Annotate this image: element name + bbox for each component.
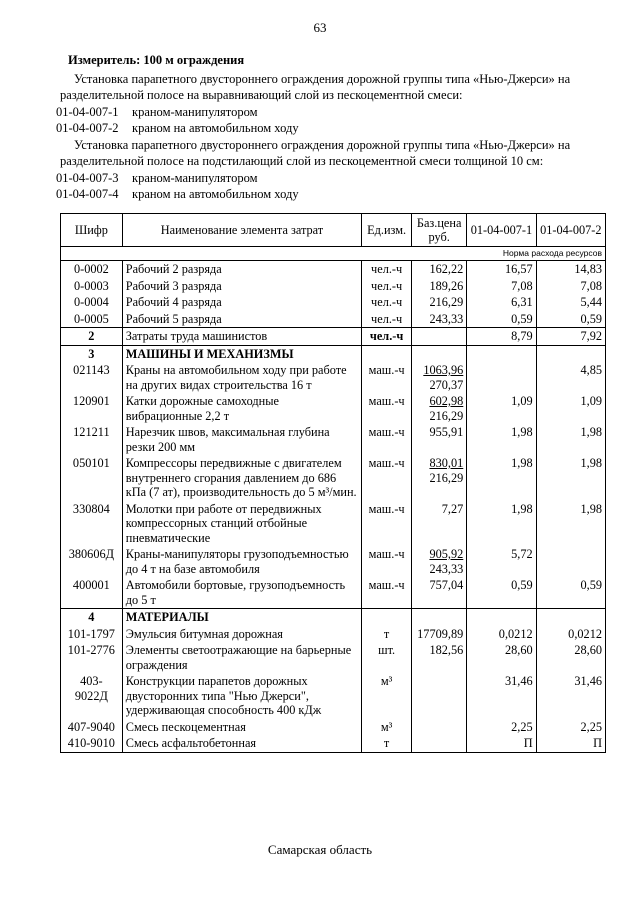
cell-price: 17709,89 (412, 626, 467, 643)
price-primary: 905,92 (429, 547, 464, 561)
table-row (61, 673, 606, 719)
cell-code: 407-9040 (61, 719, 123, 736)
table-row (61, 719, 606, 736)
cell-name: Рабочий 5 разряда (122, 311, 361, 328)
cell-unit: чел.-ч (362, 261, 412, 278)
cell-v2: 1,98 (536, 424, 605, 455)
cell-unit: чел.-ч (362, 294, 412, 311)
code-line: 01-04-007-1 краном-манипулятором (56, 104, 258, 119)
cell-name: Элементы светоотражающие на барьерные ограждения (122, 642, 361, 673)
cell-code: 120901 (61, 393, 123, 424)
table-row (61, 609, 606, 626)
norm-label: Норма расхода ресурсов (61, 247, 606, 261)
cell-name: МАТЕРИАЛЫ (122, 609, 361, 626)
cell-price: 243,33 (412, 311, 467, 328)
cell-name: Краны на автомобильном ходу при работе на других видах строительства 16 т (122, 362, 361, 393)
cell-v2: 1,09 (536, 393, 605, 424)
cell-name: Рабочий 4 разряда (122, 294, 361, 311)
intro-paragraph-a: Установка парапетного двустороннего ограждения дорожной группы типа «Нью-Джерси» на разделительной полосе на выравнивающий слой из пескоцементной смеси: (60, 71, 571, 102)
cell-unit (362, 609, 412, 626)
table-row (61, 501, 606, 547)
price-secondary: 270,37 (429, 377, 464, 392)
cell-code: 410-9010 (61, 735, 123, 752)
cell-code: 050101 (61, 455, 123, 501)
table-row (61, 626, 606, 643)
cell-v2 (536, 609, 605, 626)
cell-code: 403-9022Д (61, 673, 123, 719)
cell-v2: 2,25 (536, 719, 605, 736)
cell-code: 0-0005 (61, 311, 123, 328)
header-price: Баз.цена руб. (412, 214, 467, 247)
cell-unit (362, 345, 412, 362)
cell-unit: м³ (362, 673, 412, 719)
cell-name: Молотки при работе от передвижных компрессорных станций отбойные пневматические (122, 501, 361, 547)
cell-v1: 31,46 (467, 673, 536, 719)
cell-v1: П (467, 735, 536, 752)
header-v1: 01-04-007-1 (467, 214, 536, 247)
cell-code: 380606Д (61, 546, 123, 577)
cell-unit: маш.-ч (362, 577, 412, 609)
price-secondary: 243,33 (429, 561, 464, 576)
price-primary: 830,01 (429, 456, 464, 470)
cell-name: Катки дорожные самоходные вибрационные 2,2 т (122, 393, 361, 424)
norm-row (61, 247, 606, 261)
cell-code: 400001 (61, 577, 123, 609)
cell-unit: маш.-ч (362, 501, 412, 547)
price-primary: 1063,96 (423, 363, 464, 377)
cell-v2: 0,0212 (536, 626, 605, 643)
cell-unit: маш.-ч (362, 546, 412, 577)
cell-code: 0-0004 (61, 294, 123, 311)
cell-v1: 28,60 (467, 642, 536, 673)
code-line: 01-04-007-3 краном-манипулятором (56, 170, 258, 185)
cell-price: 189,26 (412, 278, 467, 295)
header-code: Шифр (61, 214, 123, 247)
cell-unit: м³ (362, 719, 412, 736)
cell-price (412, 328, 467, 346)
cell-name: Смесь пескоцементная (122, 719, 361, 736)
cell-name: Нарезчик швов, максимальная глубина резки 200 мм (122, 424, 361, 455)
cell-v2: 1,98 (536, 501, 605, 547)
price-secondary: 216,29 (429, 470, 464, 485)
header-v2: 01-04-007-2 (536, 214, 605, 247)
cell-v2 (536, 546, 605, 577)
cell-name: Конструкции парапетов дорожных двусторонних типа "Нью Джерси", удерживающая способность 400 кДж (122, 673, 361, 719)
cell-unit: маш.-ч (362, 362, 412, 393)
intro-paragraph-b: Установка парапетного двустороннего ограждения дорожной группы типа «Нью-Джерси» на разделительной полосе на подстилающий слой из пескоцементной смеси толщиной 10 см: (60, 137, 571, 168)
cell-unit: шт. (362, 642, 412, 673)
resource-table (60, 213, 606, 753)
cell-unit: чел.-ч (362, 311, 412, 328)
cell-name: Краны-манипуляторы грузоподъемностью до 4 т на базе автомобиля (122, 546, 361, 577)
cell-name: Затраты труда машинистов (122, 328, 361, 346)
cell-v1: 1,98 (467, 455, 536, 501)
cell-v2: 5,44 (536, 294, 605, 311)
cell-price (412, 455, 467, 501)
cell-name: Компрессоры передвижные с двигателем внутреннего сгорания давлением до 686 кПа (7 ат), производительность до 5 м³/мин. (122, 455, 361, 501)
cell-v2 (536, 345, 605, 362)
cell-name: Смесь асфальтобетонная (122, 735, 361, 752)
cell-name: Рабочий 3 разряда (122, 278, 361, 295)
cell-code: 2 (61, 328, 123, 346)
cell-unit: чел.-ч (362, 328, 412, 346)
cell-v1: 6,31 (467, 294, 536, 311)
table-row (61, 735, 606, 752)
page-number: 63 (313, 20, 327, 35)
cell-v1 (467, 609, 536, 626)
cell-v1 (467, 345, 536, 362)
table-header (61, 214, 606, 247)
cell-unit: маш.-ч (362, 393, 412, 424)
header-name: Наименование элемента затрат (122, 214, 361, 247)
cell-v1: 0,0212 (467, 626, 536, 643)
cell-code: 3 (61, 345, 123, 362)
cell-price (412, 673, 467, 719)
cell-price (412, 719, 467, 736)
cell-unit: т (362, 735, 412, 752)
cell-v2: 4,85 (536, 362, 605, 393)
footer-region: Самарская область (267, 842, 373, 857)
cell-v1: 0,59 (467, 577, 536, 609)
cell-v2: 14,83 (536, 261, 605, 278)
cell-v1: 1,09 (467, 393, 536, 424)
cell-v1: 1,98 (467, 424, 536, 455)
table-row (61, 261, 606, 278)
cell-unit: т (362, 626, 412, 643)
table-row (61, 642, 606, 673)
cell-price: 955,91 (412, 424, 467, 455)
meter-heading: Измеритель: 100 м ограждения (68, 53, 245, 67)
price-primary: 602,98 (429, 394, 464, 408)
table-row (61, 294, 606, 311)
cell-v1: 5,72 (467, 546, 536, 577)
cell-price: 216,29 (412, 294, 467, 311)
cell-name: МАШИНЫ И МЕХАНИЗМЫ (122, 345, 361, 362)
cell-name: Рабочий 2 разряда (122, 261, 361, 278)
cell-price: 162,22 (412, 261, 467, 278)
cell-v1: 2,25 (467, 719, 536, 736)
cell-v2: П (536, 735, 605, 752)
cell-code: 330804 (61, 501, 123, 547)
cell-code: 101-1797 (61, 626, 123, 643)
cell-name: Эмульсия битумная дорожная (122, 626, 361, 643)
cell-v1: 16,57 (467, 261, 536, 278)
cell-name: Автомобили бортовые, грузоподъемность до 5 т (122, 577, 361, 609)
table-row (61, 577, 606, 609)
cell-unit: маш.-ч (362, 455, 412, 501)
cell-v1: 1,98 (467, 501, 536, 547)
cell-unit: чел.-ч (362, 278, 412, 295)
table-row (61, 362, 606, 393)
table-row (61, 424, 606, 455)
table-row (61, 278, 606, 295)
cell-code: 021143 (61, 362, 123, 393)
cell-v1: 0,59 (467, 311, 536, 328)
cell-v2: 31,46 (536, 673, 605, 719)
table-row (61, 455, 606, 501)
cell-code: 101-2776 (61, 642, 123, 673)
cell-v2: 7,92 (536, 328, 605, 346)
table-row (61, 393, 606, 424)
cell-code: 4 (61, 609, 123, 626)
cell-price: 757,04 (412, 577, 467, 609)
cell-v2: 28,60 (536, 642, 605, 673)
header-unit: Ед.изм. (362, 214, 412, 247)
cell-unit: маш.-ч (362, 424, 412, 455)
price-secondary: 216,29 (429, 408, 464, 423)
code-line: 01-04-007-2 краном на автомобильном ходу (56, 121, 299, 135)
cell-v2: 0,59 (536, 577, 605, 609)
cell-price: 182,56 (412, 642, 467, 673)
cell-price (412, 362, 467, 393)
intro-block (56, 52, 608, 203)
cell-v1 (467, 362, 536, 393)
cell-price (412, 546, 467, 577)
cell-price (412, 609, 467, 626)
table-row (61, 311, 606, 328)
cell-v2: 7,08 (536, 278, 605, 295)
cell-v2: 0,59 (536, 311, 605, 328)
cell-code: 121211 (61, 424, 123, 455)
table-row (61, 345, 606, 362)
table-row (61, 328, 606, 346)
cell-code: 0-0003 (61, 278, 123, 295)
cell-v1: 7,08 (467, 278, 536, 295)
cell-v1: 8,79 (467, 328, 536, 346)
cell-code: 0-0002 (61, 261, 123, 278)
cell-v2: 1,98 (536, 455, 605, 501)
cell-price (412, 735, 467, 752)
code-line: 01-04-007-4 краном на автомобильном ходу (56, 187, 299, 201)
cell-price: 7,27 (412, 501, 467, 547)
cell-price (412, 393, 467, 424)
table-row (61, 546, 606, 577)
cell-price (412, 345, 467, 362)
